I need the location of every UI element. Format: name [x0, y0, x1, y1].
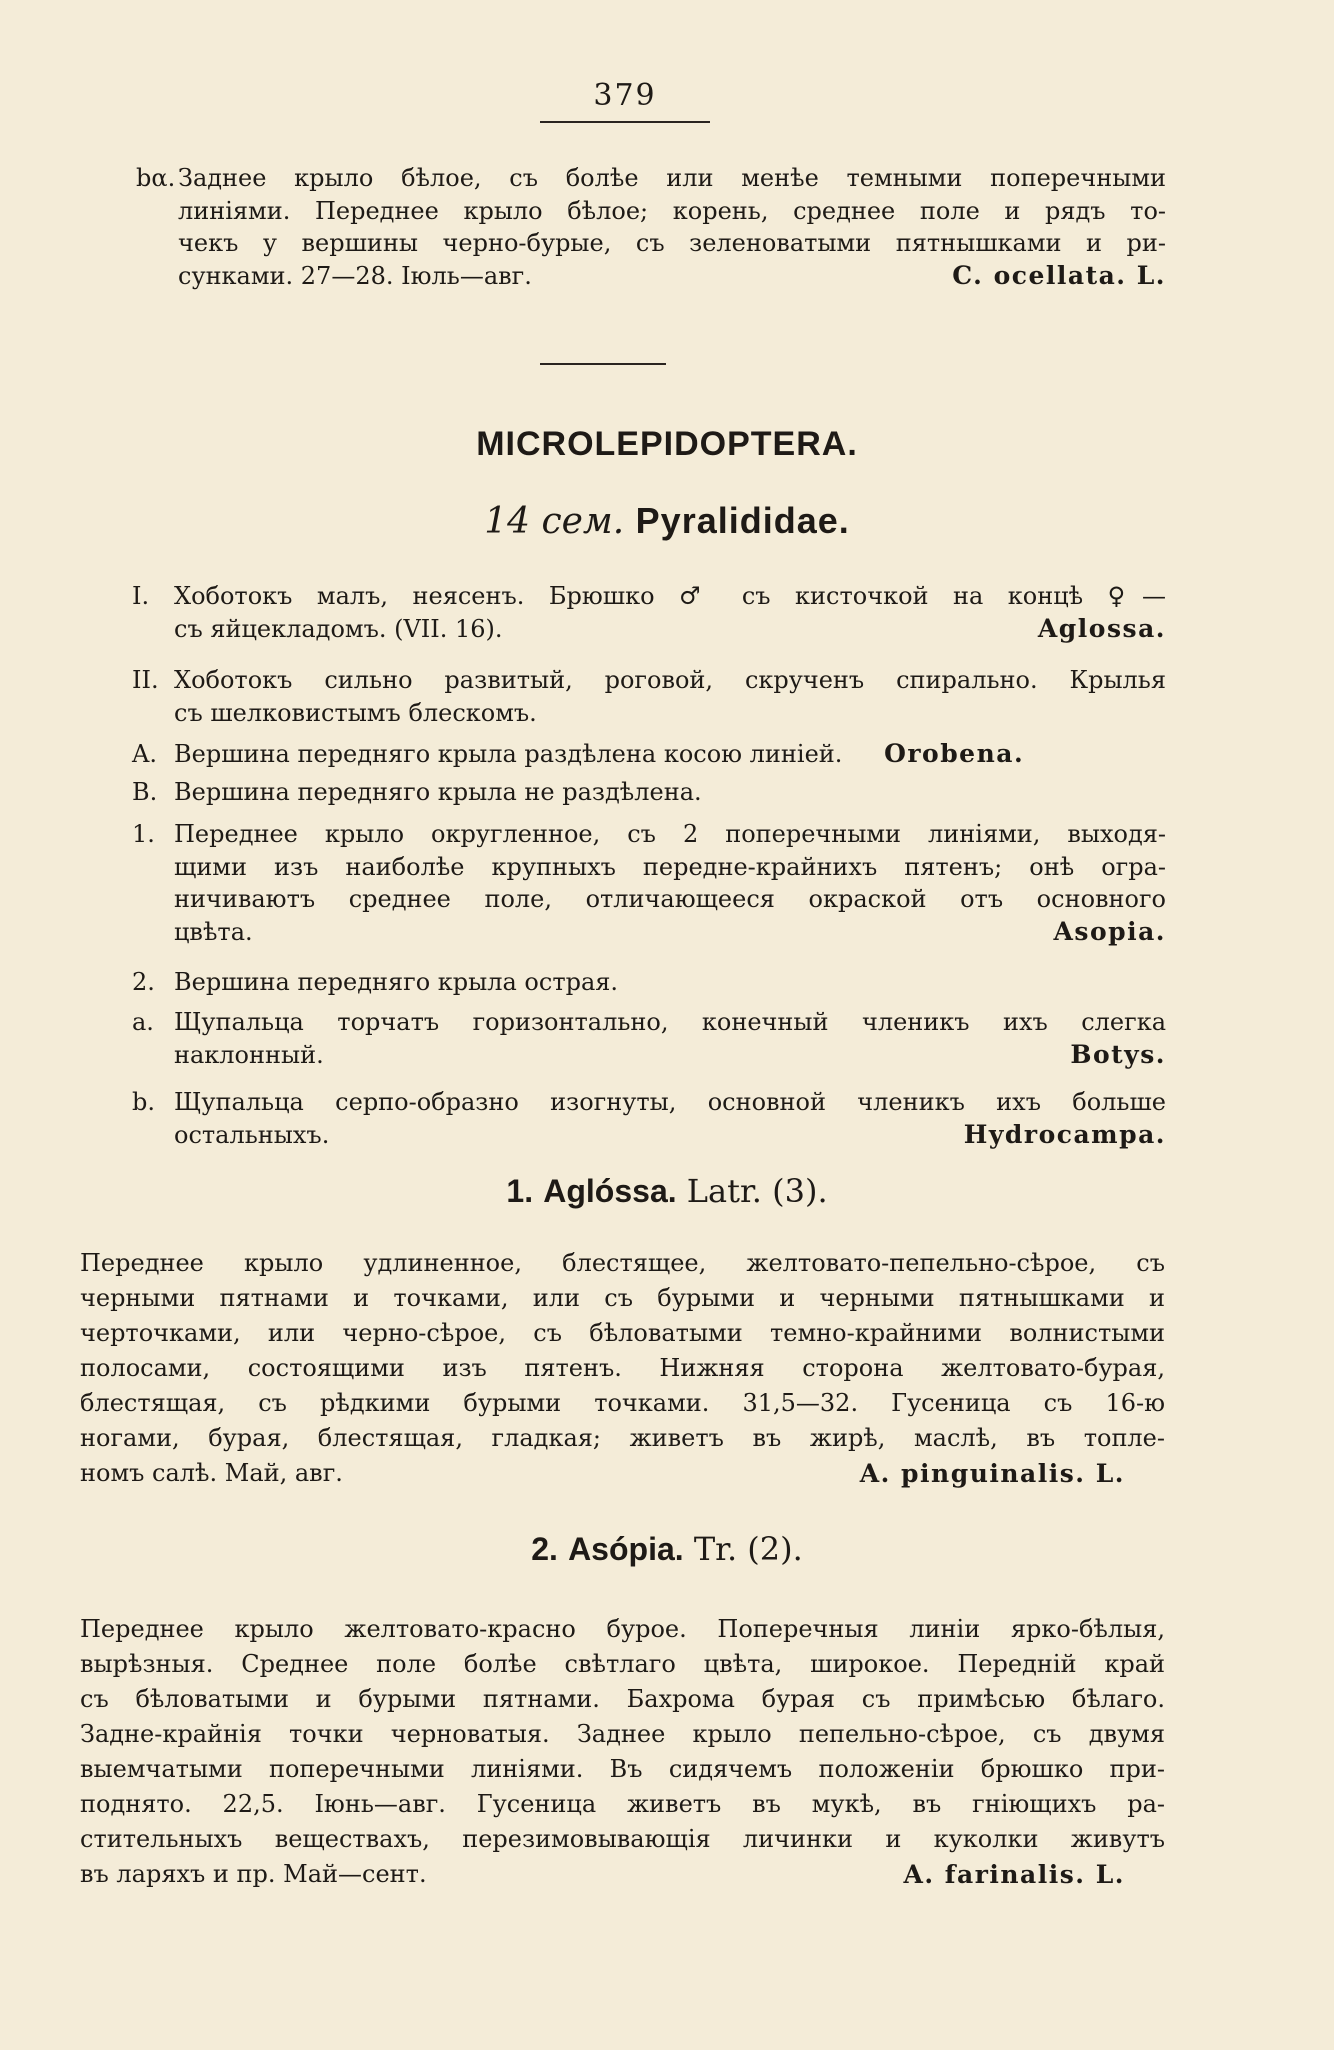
genus-description-asopia: [80, 1612, 1165, 1892]
text-line: Вершина передняго крыла раздѣлена косою линіей.: [174, 740, 843, 768]
key-body: [174, 776, 1166, 809]
text-line: вырѣзныя. Среднее поле болѣе свѣтлаго цвѣта, широкое. Передній край: [80, 1650, 1165, 1678]
species-name: C. ocellata. L.: [952, 260, 1166, 290]
text-line: съ бѣловатыми и бурыми пятнами. Бахрома бурая съ примѣсью бѣлаго.: [80, 1685, 1165, 1713]
text-line: Заднее крыло бѣлое, съ болѣе или менѣе темными поперечными: [178, 164, 1166, 192]
key-body: [174, 1006, 1166, 1071]
key-body: [174, 580, 1166, 645]
text-line: сунками. 27—28. Іюль—авг.: [178, 261, 532, 290]
key-entry: [132, 776, 1166, 809]
text-last-line: [174, 1039, 1166, 1072]
separator-rule: [540, 363, 666, 365]
genus-name: Orobena.: [884, 739, 1025, 768]
key-mark: 1.: [132, 820, 155, 848]
text-last-line: [80, 1857, 1165, 1892]
text-line: Щупальца торчатъ горизонтально, конечный членикъ ихъ слегка: [174, 1008, 1166, 1036]
genus-heading-asopia: [0, 1530, 1334, 1568]
species-name: A. pinguinalis. L.: [859, 1459, 1125, 1488]
text-line: цвѣта.: [174, 917, 253, 946]
key-entry: [132, 1086, 1166, 1151]
genus-title: Asópia.: [568, 1531, 684, 1567]
text-last-line: [80, 1456, 1165, 1491]
entry-body: [178, 162, 1166, 292]
page-number-rule: [540, 121, 710, 123]
key-mark: b.: [132, 1088, 155, 1116]
genus-name: Botys.: [1070, 1039, 1166, 1069]
text-line: наклонный.: [174, 1040, 324, 1069]
text-line: съ шелковистымъ блескомъ.: [174, 698, 537, 727]
text-line: Щупальца серпо-образно изогнуты, основной членикъ ихъ больше: [174, 1088, 1166, 1116]
genus-author: Tr. (2).: [693, 1530, 803, 1568]
text-last-line: [174, 697, 1166, 730]
key-entry: [132, 664, 1166, 729]
text-line: Вершина передняго крыла не раздѣлена.: [174, 778, 702, 806]
key-mark: B.: [132, 778, 158, 806]
text-line: линіями. Переднее крыло бѣлое; корень, среднее поле и рядъ то-: [178, 196, 1166, 225]
family-heading: [0, 500, 1334, 542]
text-last-line: [174, 1119, 1166, 1152]
text-last-line: [178, 260, 1166, 293]
text-line: черточками, или черно-сѣрое, съ бѣловатыми темно-крайними волнистыми: [80, 1319, 1165, 1347]
entry-mark: bα.: [136, 164, 176, 192]
text-line: остальныхъ.: [174, 1120, 330, 1149]
text-line: Хоботокъ малъ, неясенъ. Брюшко ♂ съ кисточкой на концѣ ♀—: [174, 582, 1166, 610]
text-line: Задне-крайнія точки черноватыя. Заднее крыло пепельно-сѣрое, съ двумя: [80, 1720, 1165, 1748]
genus-author: Latr. (3).: [686, 1172, 828, 1210]
key-mark: A.: [132, 740, 157, 768]
family-number: 14 сем.: [484, 501, 625, 542]
genus-title: Aglóssa.: [543, 1173, 677, 1209]
genus-description-aglossa: [80, 1246, 1165, 1491]
text-line: номъ салѣ. Май, авг.: [80, 1459, 343, 1487]
section-heading: MICROLEPIDOPTERA.: [476, 425, 858, 463]
text-line: чекъ у вершины черно-бурые, съ зеленоватыми пятнышками и ри-: [178, 229, 1166, 257]
text-line: Переднее крыло желтовато-красно бурое. Поперечныя линіи ярко-бѣлыя,: [80, 1615, 1165, 1643]
text-line: поднято. 22,5. Іюнь—авг. Гусеница живетъ въ мукѣ, въ гніющихъ ра-: [80, 1790, 1165, 1818]
key-body: [174, 818, 1166, 948]
genus-number: 1.: [506, 1173, 534, 1209]
text-line: Переднее крыло округленное, съ 2 поперечными линіями, выходя-: [174, 820, 1166, 848]
key-body: [174, 966, 1166, 999]
text-line: черными пятнами и точками, или съ бурыми и черными пятнышками и: [80, 1284, 1165, 1312]
text-line: ногами, бурая, блестящая, гладкая; живетъ въ жирѣ, маслѣ, въ топле-: [80, 1424, 1165, 1452]
text-last-line: [174, 613, 1166, 646]
key-entry: [132, 580, 1166, 645]
genus-heading-aglossa: [0, 1172, 1334, 1210]
key-body: [174, 738, 1132, 771]
key-mark: II.: [132, 666, 159, 694]
key-body: [174, 664, 1166, 729]
key-entry: [132, 818, 1166, 948]
genus-number: 2.: [531, 1531, 558, 1567]
genus-name: Aglossa.: [1037, 613, 1166, 643]
text-line: ничиваютъ среднее поле, отличающееся окраской отъ основного: [174, 885, 1166, 913]
page-number: 379: [593, 78, 657, 113]
key-mark: a.: [132, 1008, 154, 1036]
key-entry: [132, 738, 1132, 771]
text-line: полосами, состоящими изъ пятенъ. Нижняя сторона желтовато-бурая,: [80, 1354, 1165, 1382]
genus-name: Asopia.: [1053, 916, 1166, 946]
entry-ocellata: [136, 162, 1166, 292]
text-line: въ ларяхъ и пр. Май—сент.: [80, 1860, 427, 1888]
family-name: Pyralididae.: [635, 500, 850, 541]
key-mark: I.: [132, 582, 150, 610]
text-line: Переднее крыло удлиненное, блестящее, желтовато-пепельно-сѣрое, съ: [80, 1249, 1165, 1277]
genus-name: Hydrocampa.: [963, 1119, 1166, 1149]
species-name: A. farinalis. L.: [903, 1860, 1125, 1889]
text-line: блестящая, съ рѣдкими бурыми точками. 31,5—32. Гусеница съ 16-ю: [80, 1389, 1165, 1417]
text-line: выемчатыми поперечными линіями. Въ сидячемъ положеніи брюшко при-: [80, 1755, 1165, 1783]
text-line: съ яйцекладомъ. (VII. 16).: [174, 614, 503, 643]
key-entry: [132, 966, 1166, 999]
text-line: стительныхъ веществахъ, перезимовывающія личинки и куколки живутъ: [80, 1825, 1165, 1853]
text-line: щими изъ наиболѣе крупныхъ передне-крайнихъ пятенъ; онѣ огра-: [174, 852, 1166, 881]
text-line: Вершина передняго крыла острая.: [174, 968, 619, 996]
key-body: [174, 1086, 1166, 1151]
key-entry: [132, 1006, 1166, 1071]
text-line: Хоботокъ сильно развитый, роговой, скрученъ спирально. Крылья: [174, 666, 1166, 694]
key-mark: 2.: [132, 968, 155, 996]
text-last-line: [174, 916, 1166, 949]
